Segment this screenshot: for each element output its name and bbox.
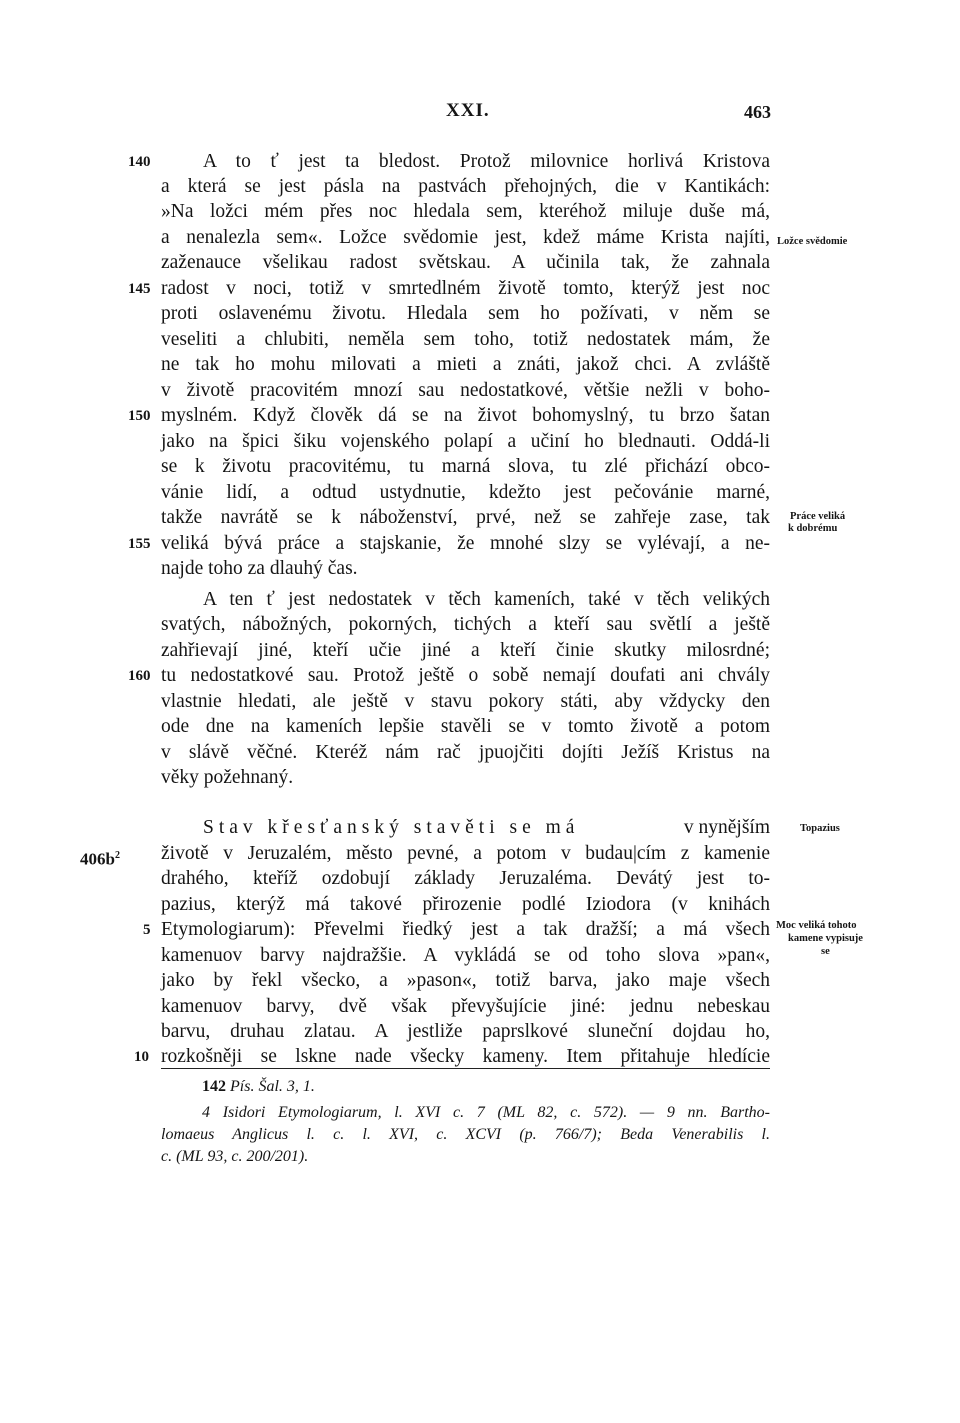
text-line: a nenalezla sem«. Ložce svědomie jest, kdež máme Krista najíti,	[161, 227, 770, 248]
footnote-line: c. (ML 93, c. 200/201).	[161, 1148, 309, 1165]
footnote-text: Pís. Šal. 3, 1.	[230, 1078, 315, 1095]
line-number: 10	[134, 1049, 149, 1065]
text-line: Etymologiarum): Převelmi řiedký jest a tak dražší; a má všech	[161, 919, 770, 940]
running-header	[0, 100, 960, 130]
line-number: 150	[128, 408, 151, 424]
text-line: v životě pracovitém mnozí sau nedostatkové, většie nežli v boho-	[161, 380, 770, 401]
footnote-rule	[161, 1068, 770, 1069]
text-line: ne tak ho mohu milovati a mieti a znáti, jakož chci. A zvláště	[161, 354, 770, 375]
margin-note: Topazius	[800, 823, 840, 834]
text-line: kamenuov barvy najdražšie. A vykládá se od toho slova »pan«,	[161, 945, 770, 966]
text-line: tu nedostatkové sau. Protož ještě o sobě nemají doufati ani chvály	[161, 665, 770, 686]
line-number: 160	[128, 668, 151, 684]
line-number: 155	[128, 536, 151, 552]
text-line: radost v noci, totiž v smrtedlném životě tomto, kterýž jest noc	[161, 278, 770, 299]
line-number: 5	[143, 922, 151, 938]
text-line: kamenuov barvy, dvě však převyšujície jiné: jednu nebeskau	[161, 996, 770, 1017]
margin-note: k dobrému	[788, 523, 838, 534]
text-line: proti oslavenému životu. Hledala sem ho požívati, v něm se	[161, 303, 770, 324]
text-line: v slávě věčné. Kteréž nám rač jpuojčiti dojíti Ježíš Kristus na	[161, 742, 770, 763]
text-line: a která se jest pásla na pastvách přehojných, die v Kantikách:	[161, 176, 770, 197]
footnote-number: 142	[202, 1078, 226, 1095]
footnote	[202, 1076, 315, 1098]
spaced-lead-text: Stav křesťanský stavěti se má	[203, 817, 580, 838]
text-line: »Na ložci mém přes noc hledala sem, kteréhož miluje duše má,	[161, 201, 770, 222]
footnote-line: 4 Isidori Etymologiarum, l. XVI c. 7 (ML 82, c. 572). — 9 nn. Bartho-	[202, 1104, 770, 1121]
text-line: zahřievají jiné, kteří učie jiné a kteří činie skutky milosrdné;	[161, 640, 770, 661]
text-line: ode dne na kameních lepšie stavěli se v tomto životě a potom	[161, 716, 770, 737]
text-line: jako na špici šiku vojenského polapí a učiní ho blednauti. Oddá-li	[161, 431, 770, 452]
text-line: pazius, kterýž má takové přirozenie podlé Iziodora (v knihách	[161, 894, 770, 915]
text-line: věky požehnaný.	[161, 767, 294, 788]
text-line: svatých, nábožných, pokorných, tichých a kteří sau světlí a ještě	[161, 614, 770, 635]
folio-label: 406b	[80, 849, 115, 869]
text-line	[203, 816, 770, 840]
footnote-line: lomaeus Anglicus l. c. l. XVI, c. XCVI (p. 766/7); Beda Venerabilis l.	[161, 1126, 770, 1143]
margin-note: Práce veliká	[790, 511, 846, 522]
folio-superscript: 2	[114, 850, 120, 861]
line-number: 140	[128, 154, 151, 170]
margin-note: kamene vypisuje	[788, 933, 863, 944]
text-line: A to ť jest ta bledost. Protož milovnice horlivá Kristova	[203, 151, 770, 172]
text-line: veseliti a chlubiti, neměla sem toho, totiž nedostatek mám, že	[161, 329, 770, 350]
text-line: drahého, kteříž ozdobují základy Jeruzaléma. Devátý jest to-	[161, 868, 770, 889]
text-line: barvu, druhau zlatau. A jestliže paprslkové sluneční dojdau ho,	[161, 1021, 770, 1042]
text-line: životě v Jeruzalém, město pevné, a potom v budau|cím z kamenie	[161, 843, 770, 864]
text-line: zaženauce všelikau radost světskau. A učinila tak, že zahnala	[161, 252, 770, 273]
chapter-heading: XXI.	[446, 100, 490, 121]
text-line: A ten ť jest nedostatek v těch kameních, také v těch velikých	[203, 589, 770, 610]
margin-note: se	[821, 946, 830, 957]
text-line: vánie lidí, a odtud ustydnutie, kdežto jest pečovánie marné,	[161, 482, 770, 503]
text-line: vlastnie hledati, ale ještě v stavu pokory státi, aby vždycky den	[161, 691, 770, 712]
page-number: 463	[744, 102, 771, 122]
margin-note: Ložce svědomie	[777, 236, 848, 247]
text-line: veliká bývá práce a stajskanie, že mnohé slzy se vylévají, a ne-	[161, 533, 770, 554]
text-line: rozkošněji se lskne nade všecky kameny. Item přitahuje hledície	[161, 1046, 770, 1067]
folio-marker	[80, 844, 120, 872]
text-line: se k životu pracovitému, tu marná slova, tu zlé přichází obco-	[161, 456, 770, 477]
text-line: najde toho za dlauhý čas.	[161, 558, 358, 579]
line-number: 145	[128, 281, 151, 297]
margin-note: Moc veliká tohoto	[776, 920, 857, 931]
text-line: myslném. Když člověk dá se na život bohomyslný, tu brzo šatan	[161, 405, 770, 426]
text-line: jako by řekl všecko, a »pason«, totiž barva, jako maje všech	[161, 970, 770, 991]
text-line: takže navrátě se k náboženství, prvé, než se zahřeje zase, tak	[161, 507, 770, 528]
line-rest: v nynějším	[683, 817, 770, 838]
